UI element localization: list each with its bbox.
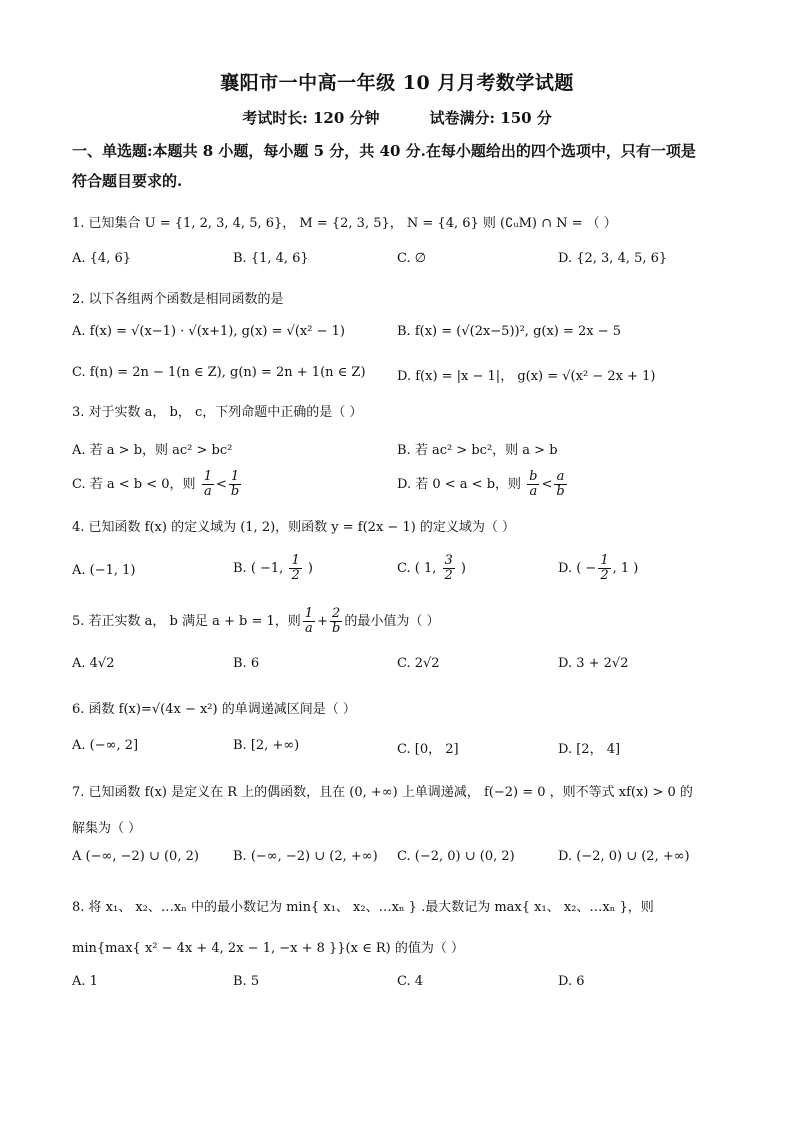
q1-option-c: C. ∅ — [397, 251, 427, 266]
q8-stem-line2: min{max{ x² − 4x + 4, 2x − 1, −x + 8 }}(x ∈ R) 的值为（ ） — [72, 941, 464, 956]
q3-option-c-fraction-2: $\frac{1}{b}$ — [230, 469, 240, 499]
q7-stem: 7. 已知函数 f(x) 是定义在 R 上的偶函数，且在 (0, +∞) 上单调递减， f(−2) = 0 ，则不等式 xf(x) > 0 的 — [72, 785, 693, 800]
q7-option-d: D. (−2, 0) ∪ (2, +∞) — [558, 849, 690, 864]
exam-info — [0, 107, 794, 128]
q3-option-d-fraction-1: $\frac{b}{a}$ — [529, 469, 538, 499]
q4-option-d — [558, 554, 638, 583]
q4-option-c — [397, 554, 466, 583]
q8-option-a: A. 1 — [72, 974, 98, 989]
q4-option-a: A. (−1, 1) — [72, 563, 136, 578]
q1-option-a: A. {4, 6} — [72, 251, 132, 266]
q3-option-c — [72, 470, 243, 499]
q8-stem: 8. 将 x₁、 x₂、…xₙ 中的最小数记为 min{ x₁、 x₂、…xₙ } .最大数记为 max{ x₁、 x₂、…xₙ }，则 — [72, 900, 654, 915]
q6-stem: 6. 函数 f(x)=√(4x − x²) 的单调递减区间是（ ） — [72, 702, 356, 717]
q3-option-c-text: C. 若 a < b < 0，则 — [72, 477, 196, 492]
q7-option-b: B. (−∞, −2) ∪ (2, +∞) — [233, 849, 378, 864]
q6-option-d: D. [2， 4] — [558, 742, 621, 757]
q3-option-d — [397, 470, 569, 499]
q3-option-b: B. 若 ac² > bc²，则 a > b — [397, 443, 558, 458]
q4-option-d-text: D. ( − — [558, 561, 597, 576]
q1-option-d: D. {2, 3, 4, 5, 6} — [558, 251, 668, 266]
q4-option-b-text: B. ( −1, — [233, 561, 288, 576]
q4-option-c-fraction: $\frac{3}{2}$ — [444, 553, 453, 583]
section-heading-line2: 符合题目要求的. — [72, 172, 183, 190]
q3-option-d-less-than: < — [541, 477, 553, 492]
section-heading — [72, 136, 727, 196]
q3-option-c-less-than: < — [215, 477, 227, 492]
q2-option-a: A. f(x) = √(x−1) · √(x+1), g(x) = √(x² − 1) — [72, 324, 345, 339]
q3-option-d-text: D. 若 0 < a < b，则 — [397, 477, 522, 492]
q1-stem: 1. 已知集合 U = {1, 2, 3, 4, 5, 6}， M = {2, 3, 5}， N = {4, 6} 则 (∁ᵤM) ∩ N = （ ） — [72, 216, 617, 231]
q2-option-b: B. f(x) = (√(2x−5))², g(x) = 2x − 5 — [397, 324, 622, 339]
q5-option-b: B. 6 — [233, 656, 260, 671]
q5-fraction-2: $\frac{2}{b}$ — [331, 606, 341, 636]
q7-stem-line2: 解集为（ ） — [72, 821, 142, 836]
q3-stem: 3. 对于实数 a， b， c，下列命题中正确的是（ ） — [72, 405, 363, 420]
q4-option-c-text: C. ( 1, — [397, 561, 441, 576]
q3-option-d-fraction-2: $\frac{a}{b}$ — [556, 469, 565, 499]
q2-option-c: C. f(n) = 2n − 1(n ∈ Z), g(n) = 2n + 1(n ∈ Z) — [72, 365, 366, 380]
q8-option-b: B. 5 — [233, 974, 260, 989]
q6-option-a: A. (−∞, 2] — [72, 738, 139, 753]
q6-option-b: B. [2, +∞) — [233, 738, 300, 753]
q4-option-d-fraction: $\frac{1}{2}$ — [600, 553, 609, 583]
q8-option-c: C. 4 — [397, 974, 424, 989]
q7-option-c: C. (−2, 0) ∪ (0, 2) — [397, 849, 515, 864]
q5-stem-tail: 的最小值为（ ） — [344, 614, 440, 629]
exam-title: 襄阳市一中高一年级 10 月月考数学试题 — [220, 72, 574, 94]
q5-stem — [72, 607, 439, 636]
q4-option-c-close: ) — [456, 561, 466, 576]
q7-option-a: A (−∞, −2) ∪ (0, 2) — [72, 849, 199, 864]
q4-option-b-fraction: $\frac{1}{2}$ — [291, 553, 300, 583]
q2-stem: 2. 以下各组两个函数是相同函数的是 — [72, 292, 284, 307]
exam-full-score: 试卷满分: 150 分 — [429, 109, 552, 127]
q4-option-b-close: ) — [303, 561, 313, 576]
section-heading-line1: 一、单选题:本题共 8 小题，每小题 5 分，共 40 分.在每小题给出的四个选项中，只有一项是 — [72, 142, 696, 160]
q5-option-d: D. 3 + 2√2 — [558, 656, 629, 671]
exam-duration: 考试时长: 120 分钟 — [242, 109, 380, 127]
q5-option-a: A. 4√2 — [72, 656, 115, 671]
q4-option-d-close: , 1 ) — [612, 561, 639, 576]
q8-option-d: D. 6 — [558, 974, 585, 989]
q5-stem-text: 5. 若正实数 a， b 满足 a + b = 1，则 — [72, 614, 301, 629]
q5-plus: + — [317, 614, 328, 629]
q5-fraction-1: $\frac{1}{a}$ — [304, 606, 314, 636]
q3-option-a: A. 若 a > b，则 ac² > bc² — [72, 443, 233, 458]
q5-option-c: C. 2√2 — [397, 656, 440, 671]
q4-option-b — [233, 554, 313, 583]
q3-option-c-fraction-1: $\frac{1}{a}$ — [203, 469, 212, 499]
q6-option-c: C. [0， 2] — [397, 742, 459, 757]
q4-stem: 4. 已知函数 f(x) 的定义域为 (1, 2)，则函数 y = f(2x − 1) 的定义域为（ ） — [72, 520, 516, 535]
q2-option-d: D. f(x) = |x − 1|， g(x) = √(x² − 2x + 1) — [397, 369, 656, 384]
q1-option-b: B. {1, 4, 6} — [233, 251, 309, 266]
